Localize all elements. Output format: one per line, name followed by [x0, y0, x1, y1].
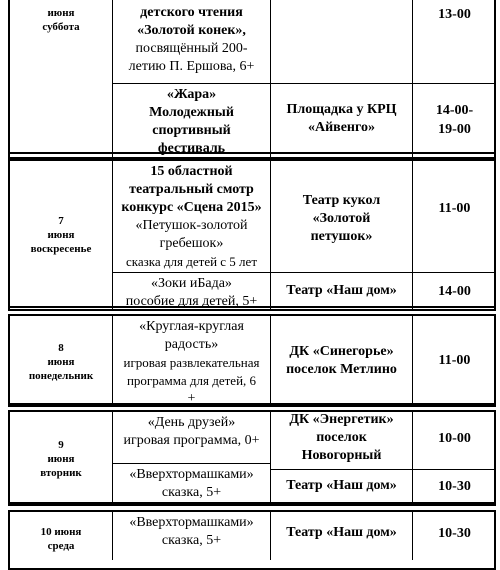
event-cell	[113, 466, 270, 502]
date-weekday: воскресенье	[30, 243, 92, 255]
event-line: «Петушок-золотой	[135, 218, 248, 233]
date-cell	[10, 438, 112, 480]
event-line: Молодежный	[149, 105, 234, 120]
time-cell	[413, 477, 496, 496]
date-cell	[10, 341, 112, 383]
event-place: Новогорный	[301, 448, 382, 463]
place-cell	[271, 477, 412, 495]
event-cell	[113, 4, 270, 76]
date-day: июня	[47, 229, 75, 241]
event-line: фестиваль	[157, 141, 226, 156]
date-cell	[10, 6, 112, 34]
event-place: «Айвенго»	[307, 120, 376, 135]
event-line: игровая развлекательная	[123, 355, 260, 370]
event-place: поселок	[316, 430, 367, 445]
event-place: «Золотой	[312, 211, 371, 226]
event-line: гребешок»	[159, 236, 224, 251]
event-time: 14-00-	[435, 103, 474, 118]
place-cell	[271, 192, 412, 246]
event-line: «День друзей»	[147, 415, 236, 430]
date-day: июня	[47, 356, 75, 368]
event-line: посвящённый 200-	[135, 41, 248, 56]
event-cell	[113, 318, 270, 408]
date-number: 7	[58, 215, 64, 227]
event-line: сказка, 5+	[161, 533, 222, 548]
event-time: 10-30	[438, 479, 471, 494]
event-line: сказка, 5+	[161, 485, 222, 500]
event-place: Театр кукол	[302, 193, 381, 208]
event-time: 19-00	[438, 122, 471, 137]
event-line: сказка для детей с 5 лет	[125, 254, 257, 269]
date-cell	[10, 525, 112, 553]
event-cell	[113, 163, 270, 271]
event-place: ДК «Энергетик»	[289, 412, 394, 427]
event-cell	[113, 514, 270, 550]
place-cell	[271, 411, 412, 465]
event-line: «Вверхтормашками»	[129, 467, 254, 482]
place-cell	[271, 101, 412, 137]
event-time: 10-00	[438, 431, 471, 446]
date-cell	[10, 214, 112, 256]
time-cell	[413, 351, 496, 370]
event-time: 14-00	[438, 284, 471, 299]
event-line: программа для детей, 6	[126, 373, 257, 388]
place-cell	[271, 343, 412, 379]
date-weekday: вторник	[40, 467, 82, 479]
event-line: «Круглая-круглая	[139, 319, 244, 334]
time-cell	[413, 101, 496, 139]
time-cell	[413, 429, 496, 448]
event-line: «Вверхтормашками»	[129, 515, 254, 530]
event-time: 13-00	[438, 7, 471, 22]
event-line: спортивный	[152, 123, 231, 138]
event-line: +	[187, 391, 196, 406]
date-number: 8	[58, 342, 64, 354]
event-time: 10-30	[438, 526, 471, 541]
event-line: радость»	[164, 337, 219, 352]
date-weekday: понедельник	[28, 370, 94, 382]
event-cell	[113, 86, 270, 158]
event-cell	[113, 414, 270, 450]
event-place: Театр «Наш дом»	[286, 283, 397, 298]
date-number: 10 июня	[40, 526, 82, 538]
event-line: пособие для детей, 5+	[125, 294, 258, 309]
event-line: 15 областной	[150, 164, 233, 179]
event-time: 11-00	[438, 353, 471, 368]
place-cell	[271, 282, 412, 300]
time-cell	[413, 199, 496, 218]
event-place: петушок»	[310, 229, 373, 244]
event-place: поселок Метлино	[286, 362, 397, 377]
event-place: Площадка у КРЦ	[286, 102, 397, 117]
event-place: Театр «Наш дом»	[286, 525, 397, 540]
date-number: 9	[58, 439, 64, 451]
date-weekday: среда	[47, 540, 75, 552]
event-time: 11-00	[438, 201, 471, 216]
event-line: «Зоки иБада»	[151, 276, 232, 291]
time-cell	[413, 524, 496, 543]
event-line: летию П. Ершова, 6+	[128, 59, 255, 74]
time-cell	[413, 282, 496, 301]
event-cell	[113, 275, 270, 311]
event-place: ДК «Синегорье»	[289, 344, 394, 359]
event-place: Театр «Наш дом»	[286, 478, 397, 493]
event-line: «Золотой конек»,	[137, 23, 246, 38]
event-line: «Жара»	[166, 87, 217, 102]
event-line: игровая программа, 0+	[123, 433, 260, 448]
date-day: июня	[47, 7, 75, 19]
event-line: детского чтения	[140, 5, 243, 20]
event-line: театральный смотр	[129, 182, 254, 197]
date-weekday: суббота	[42, 21, 80, 33]
date-day: июня	[47, 453, 75, 465]
event-line: конкурс «Сцена 2015»	[121, 200, 262, 215]
time-cell	[413, 5, 496, 24]
place-cell	[271, 524, 412, 542]
